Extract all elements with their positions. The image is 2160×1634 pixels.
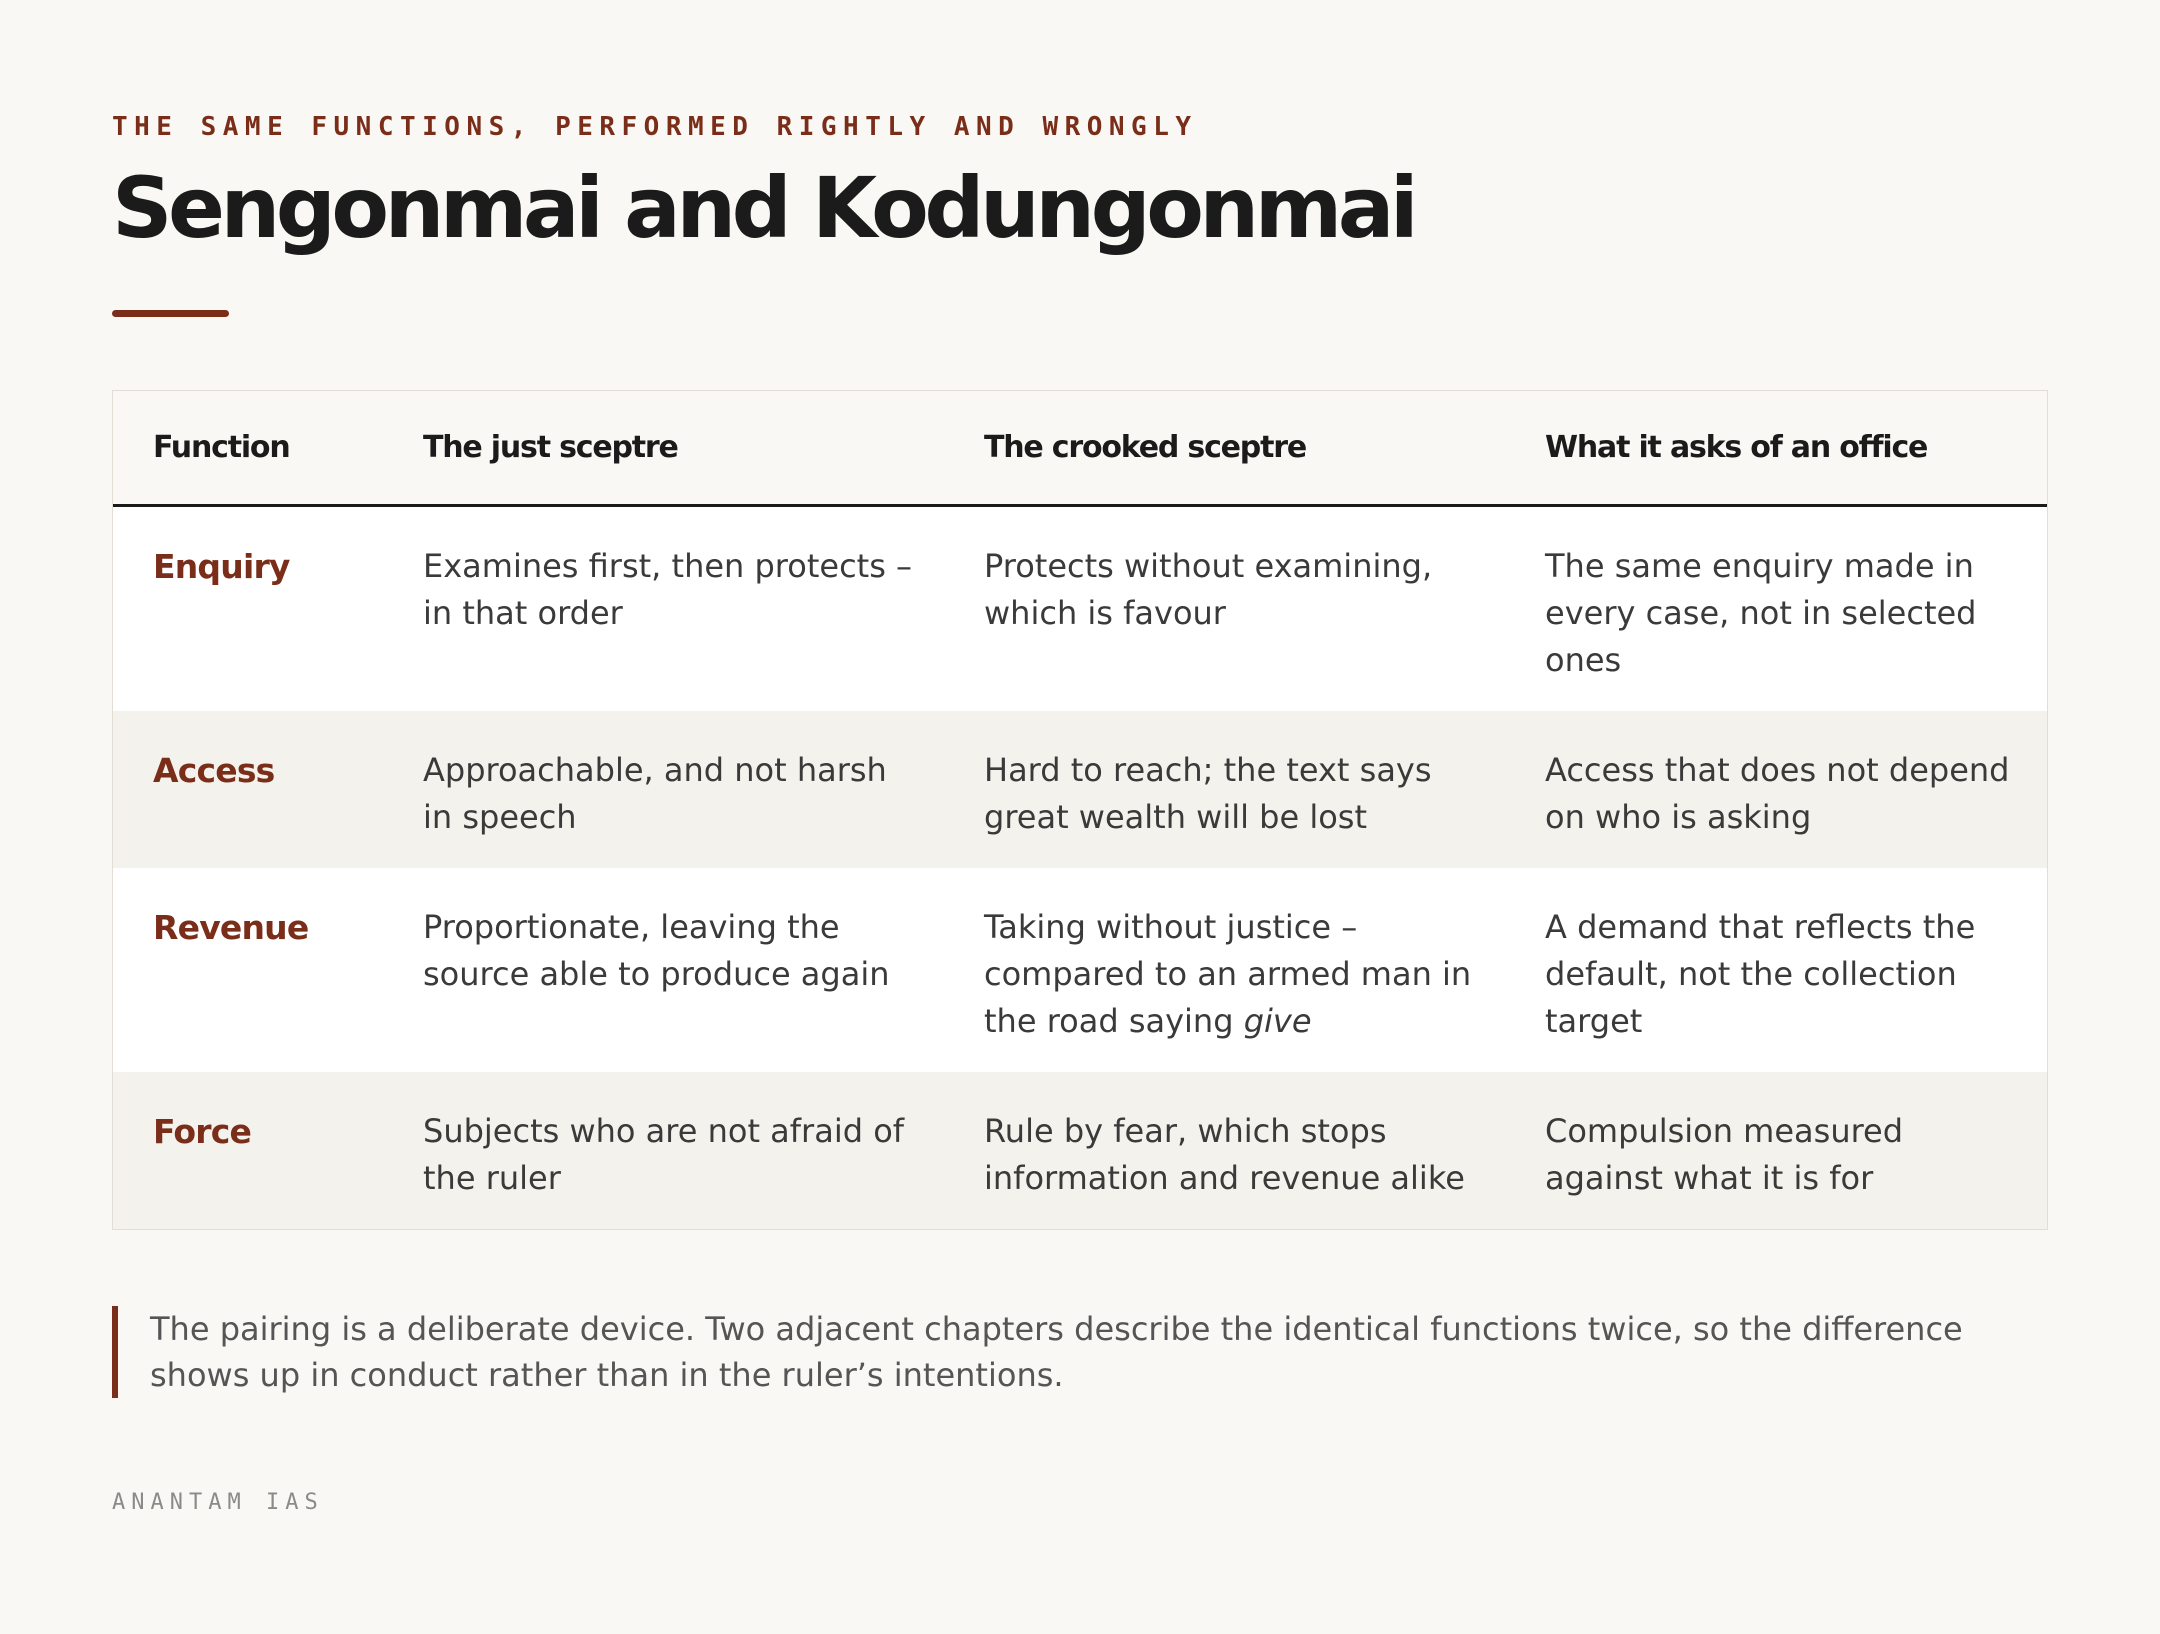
table-row	[113, 505, 2047, 711]
cell-crooked-sceptre: Rule by fear, which stops information and revenue alike	[984, 1111, 1465, 1197]
header-function: Function	[113, 391, 383, 505]
header-just-sceptre: The just sceptre	[383, 391, 944, 505]
cell-just-sceptre: Examines first, then protects – in that order	[423, 546, 913, 632]
page-title: Sengonmai and Kodungonmai	[112, 159, 1415, 257]
cell-office: Compulsion measured against what it is for	[1545, 1111, 1904, 1197]
table-row	[113, 711, 2047, 868]
header-office: What it asks of an office	[1505, 391, 2047, 505]
comparison-table	[112, 390, 2048, 1230]
cell-just-sceptre: Subjects who are not afraid of the ruler	[423, 1111, 905, 1197]
row-function-label: Enquiry	[153, 546, 290, 586]
title-accent-rule	[112, 310, 229, 317]
row-function-label: Force	[153, 1111, 252, 1151]
eyebrow-label: THE SAME FUNCTIONS, PERFORMED RIGHTLY AND WRONGLY	[112, 112, 1198, 142]
cell-office: The same enquiry made in every case, not in selected ones	[1545, 546, 1977, 679]
cell-crooked-sceptre	[944, 868, 1505, 1072]
row-function-label: Revenue	[153, 907, 309, 947]
cell-crooked-sceptre: Protects without examining, which is favour	[984, 546, 1433, 632]
cell-office: A demand that reflects the default, not the collection target	[1545, 907, 1976, 1040]
callout-note: The pairing is a deliberate device. Two adjacent chapters describe the identical functions twice, so the difference shows up in conduct rather than in the ruler’s intentions.	[112, 1306, 2042, 1398]
cell-crooked-emphasis: give	[1243, 1001, 1312, 1040]
cell-just-sceptre: Approachable, and not harsh in speech	[423, 750, 887, 836]
table-header-row	[113, 391, 2047, 505]
cell-crooked-text: Taking without justice – compared to an armed man in the road saying	[984, 907, 1472, 1040]
cell-crooked-sceptre: Hard to reach; the text says great wealth will be lost	[984, 750, 1432, 836]
footer-brand: ANANTAM IAS	[112, 1490, 324, 1515]
comparison-table-grid	[113, 391, 2047, 1229]
table-row	[113, 1072, 2047, 1229]
table-row	[113, 868, 2047, 1072]
header-crooked-sceptre: The crooked sceptre	[944, 391, 1505, 505]
row-function-label: Access	[153, 750, 275, 790]
cell-just-sceptre: Proportionate, leaving the source able to produce again	[423, 907, 890, 993]
cell-office: Access that does not depend on who is asking	[1545, 750, 2010, 836]
